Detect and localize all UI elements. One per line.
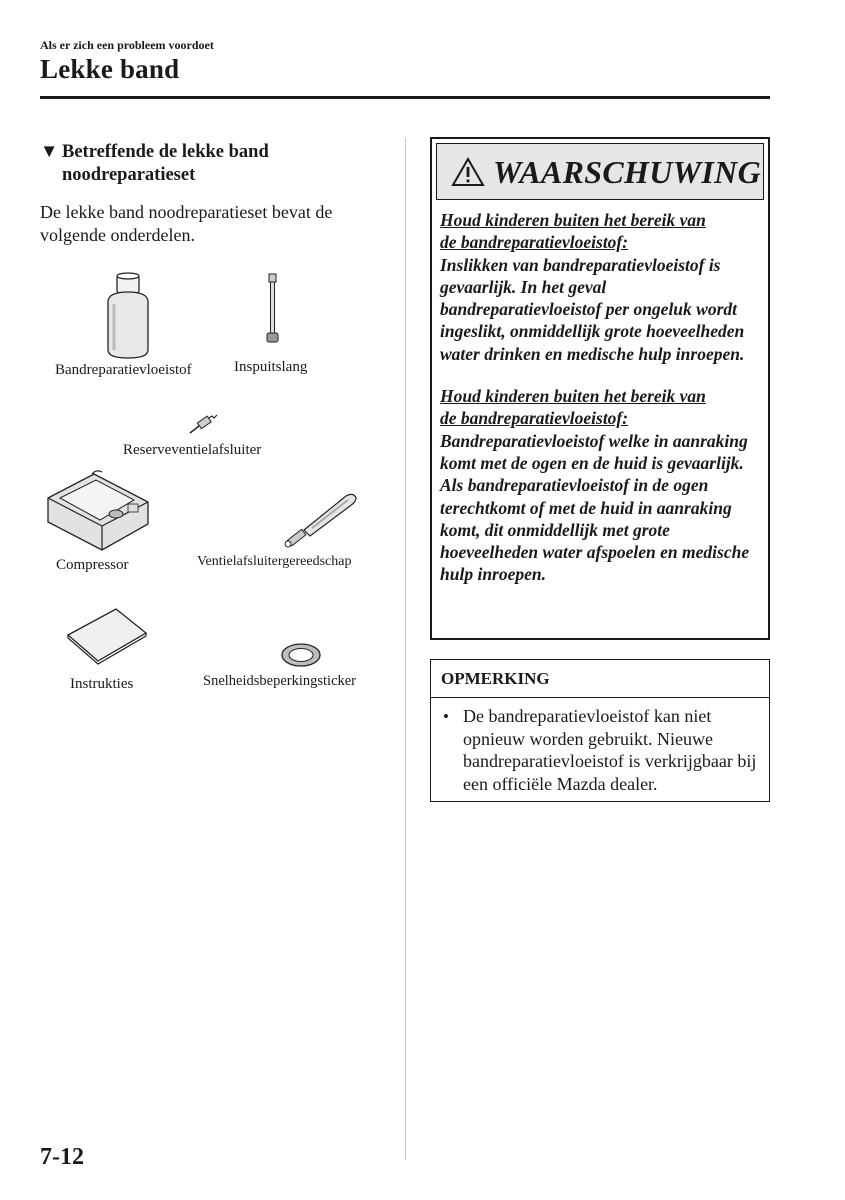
warning-p2-heading-line2: de bandreparatievloeistof: xyxy=(440,408,629,429)
intro-text: De lekke band noodreparatieset bevat de volgende onderdelen. xyxy=(40,202,333,245)
warning-paragraph-2 xyxy=(440,385,766,586)
triangle-marker-icon: ▼ xyxy=(40,142,59,162)
injection-hose-illustration xyxy=(263,273,283,347)
instructions-booklet-illustration xyxy=(66,607,148,665)
section-heading-line1: Betreffende de lekke band xyxy=(62,142,269,162)
caption-sealant: Bandreparatievloeistof xyxy=(55,362,192,378)
note-box xyxy=(430,659,770,802)
caption-hose: Inspuitslang xyxy=(234,359,308,375)
caption-instructions: Instrukties xyxy=(70,676,134,692)
compressor-illustration xyxy=(44,468,154,552)
section-heading-line2: noodreparatieset xyxy=(62,165,196,185)
page-title: Lekke band xyxy=(40,54,180,84)
page-number: 7-12 xyxy=(40,1144,84,1170)
bullet-icon: • xyxy=(443,707,449,726)
warning-p1-text: Inslikken van bandreparatievloeistof is gevaarlijk. In het geval bandreparatievloeistof per ongeluk wordt ingeslikt, onmiddellijk grote hoeveelheden water drinken en medische hulp inroepen. xyxy=(440,254,745,364)
warning-p2-text: Bandreparatievloeistof welke in aanraking komt met de ogen en de huid is gevaarlijk. Als bandreparatievloeistof in de ogen terechtkomt of met de huid in aanraking komt, dit onmiddellijk met grote hoeveelheden water afspoelen en medische hulp inroepen. xyxy=(440,430,750,585)
caption-speed-sticker: Snelheidsbeperkingsticker xyxy=(203,673,357,689)
warning-title: WAARSCHUWING xyxy=(493,154,761,190)
caption-compressor: Compressor xyxy=(56,557,129,573)
warning-triangle-icon xyxy=(451,157,485,187)
valve-tool-illustration xyxy=(282,490,358,550)
warning-p2-heading-line1: Houd kinderen buiten het bereik van xyxy=(440,386,706,407)
column-divider xyxy=(405,138,406,1160)
warning-box xyxy=(430,137,770,640)
breadcrumb: Als er zich een probleem voordoet xyxy=(40,38,214,52)
warning-header xyxy=(436,143,764,200)
spare-valve-illustration xyxy=(187,412,221,436)
note-title: OPMERKING xyxy=(441,669,550,688)
speed-sticker-illustration xyxy=(280,642,322,668)
caption-valve-tool: Ventielafsluitergereedschap xyxy=(197,554,352,569)
section-heading xyxy=(40,141,390,187)
note-header xyxy=(431,660,769,698)
sealant-bottle-illustration xyxy=(100,272,156,360)
warning-p1-heading-line1: Houd kinderen buiten het bereik van xyxy=(440,210,706,230)
note-text: De bandreparatievloeistof kan niet opnieuw worden gebruikt. Nieuwe bandreparatievloeistof is verkrijgbaar bij een officiële Mazda dealer. xyxy=(463,706,757,794)
warning-paragraph-1 xyxy=(440,209,766,365)
caption-spare-valve: Reserveventielafsluiter xyxy=(123,442,262,458)
warning-body xyxy=(440,209,766,606)
warning-p1-heading-line2: de bandreparatievloeistof: xyxy=(440,232,629,253)
title-rule xyxy=(40,96,770,99)
